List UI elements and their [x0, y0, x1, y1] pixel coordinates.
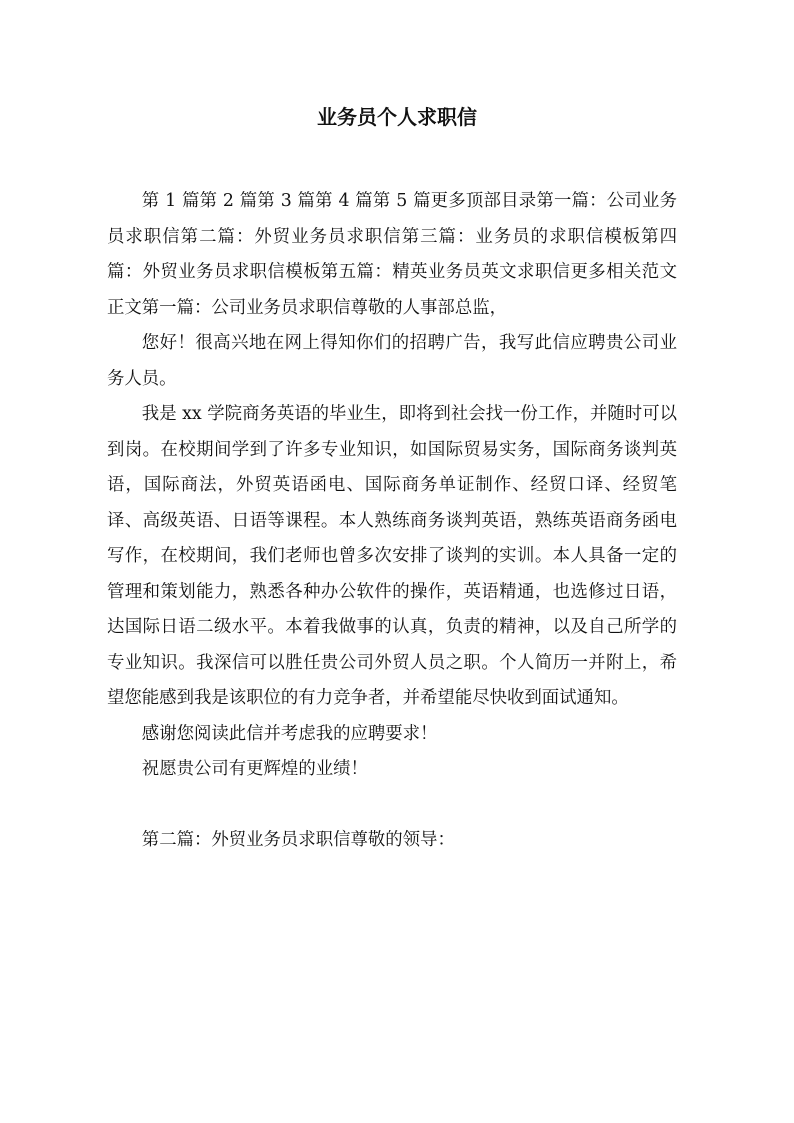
paragraph-wishes: 祝愿贵公司有更辉煌的业绩！	[141, 759, 368, 779]
paragraph-toc: 第 1 篇第 2 篇第 3 篇第 4 篇第 5 篇更多顶部目录第一篇：公司业务员求职信第二篇：外贸业务员求职信第三篇：业务员的求职信模板第四篇：外贸业务员求职信模板第五篇：精英业务员英文求职信更多相关范文正文第一篇：公司业务员求职信尊敬的人事部总监，	[107, 191, 677, 318]
paragraph-spacer	[107, 788, 677, 823]
document-title: 业务员个人求职信	[317, 105, 477, 129]
document-body	[107, 184, 677, 858]
paragraph-thanks: 感谢您阅读此信并考虑我的应聘要求！	[141, 723, 438, 744]
paragraph-main: 我是 xx 学院商务英语的毕业生，即将到社会找一份工作，并随时可以到岗。在校期间学到了许多专业知识，如国际贸易实务，国际商务谈判英语，国际商法，外贸英语函电、国际商务单证制作、经贸口译、经贸笔译、高级英语、日语等课程。本人熟练商务谈判英语，熟练英语商务函电写作，在校期间，我们老师也曾多次安排了谈判的实训。本人具备一定的管理和策划能力，熟悉各种办公软件的操作，英语精通，也选修过日语，达国际日语二级水平。本着我做事的认真，负责的精神，以及自己所学的专业知识。我深信可以胜任贵公司外贸人员之职。个人简历一并附上，希望您能感到我是该职位的有力竞争者，并希望能尽快收到面试通知。	[107, 404, 677, 708]
paragraph-greeting: 您好！很高兴地在网上得知你们的招聘广告，我写此信应聘贵公司业务人员。	[107, 333, 677, 389]
paragraph-second-letter-heading: 第二篇：外贸业务员求职信尊敬的领导：	[141, 829, 455, 850]
